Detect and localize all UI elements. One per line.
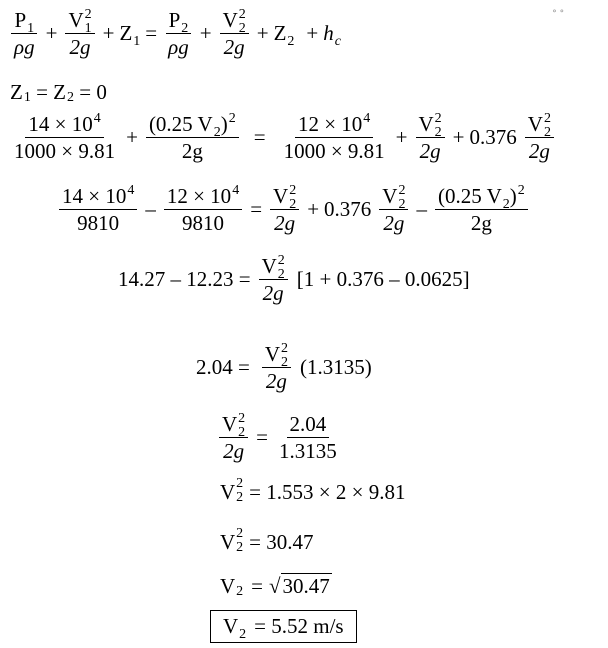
equation-factored: 14.27 – 12.23 = $\frac{V^2_2}{2g}$ [1 + 0.376 – 0.0625]	[118, 253, 470, 306]
equation-substitution: $14 \times 10^4$ 1000 × 9.81 + $\frac{(0.25 V_2)^2}{2g}$ = $\frac{12 \times 10^4}{1000 \times 9.81}$ + $\frac{V^2_2}{2g}$ + 0.376 $V^2_2$ 2g	[8, 112, 557, 163]
fraction-p2-rho-g: $\frac{P_2}{\rho g}$	[165, 8, 192, 59]
equation-rearranged: $14 \times 10^4$ 9810 – $\frac{12 \times 10^4}{9810}$ = $\frac{V^2_2}{2g}$ + 0.376 $V^2_2$ 2g – (0.25 $V_2)^2$ 2g	[56, 184, 531, 235]
equation-bernoulli: $P_1$ ρg + $\frac{V^2_1}{2g}$ + $Z_1$ = $\frac{P_2}{\rho g}$ + $\frac{V^2_2}{2g}$ + $Z_2$ + $h_c$	[8, 8, 341, 59]
document-page: ∘ ∘ $P_1$ ρg + $\frac{V^2_1}{2g}$ + $Z_1$ = $\frac{P_2}{\rho g}$ + $\frac{V^2_2}{2g}$ + $Z_2$ + $h_c$ Z 1 = Z 2 = 0 $14 \times 10^4$ 1000 × 9.81 + $\frac{(0.25 V_2)^2}{2g}$ = $\frac{12 \times 10^4}{1000 \times 9.81}$ + $\frac{V^2_2}{2g}$ + 0.376 $V^2_2$ 2g $14 \times 10^4$ 9810 – $\frac{12 \times 10^4}{9810}$ = $\frac{V^2_2}{2g}$ + 0.376 $V^2_2$ 2g – (0.25 $V_2)^2$ 2g 14.27 – 12.23 = $\frac{V^2_2}{2g}$ [1 + 0.376 – 0.0625] 2.04 = $\frac{V^2_2}{2g}$ (1.3135) $\frac{V^2_2}{2g}$ = $\frac{2.04}{1.3135}$ V 2 2 = 1.553 × 2 × 9.81 V 2 2 = 30.47 V 2 = √30.47 $V_2 = 5.52$ m/s	[10, 6, 565, 642]
equation-simplified: 2.04 = $\frac{V^2_2}{2g}$ (1.3135)	[196, 341, 372, 394]
fraction-v1-2g: $\frac{V^2_1}{2g}$	[65, 8, 94, 59]
equation-v2-sqrt: V 2 = √30.47	[220, 574, 330, 599]
final-answer-box: $V_2 = 5.52$ m/s	[210, 610, 357, 643]
equation-velocity-head: $\frac{V^2_2}{2g}$ = $\frac{2.04}{1.3135}$	[216, 412, 343, 463]
equation-z-zero: Z 1 = Z 2 = 0	[10, 80, 107, 105]
fraction-p1-rho-g: $P_1$ ρg	[11, 8, 38, 59]
equation-v2-squared-value: V 2 2 = 30.47	[220, 525, 314, 555]
equation-v2-squared-product: V 2 2 = 1.553 × 2 × 9.81	[220, 475, 406, 505]
fraction-v2-2g: $\frac{V^2_2}{2g}$	[220, 8, 249, 59]
